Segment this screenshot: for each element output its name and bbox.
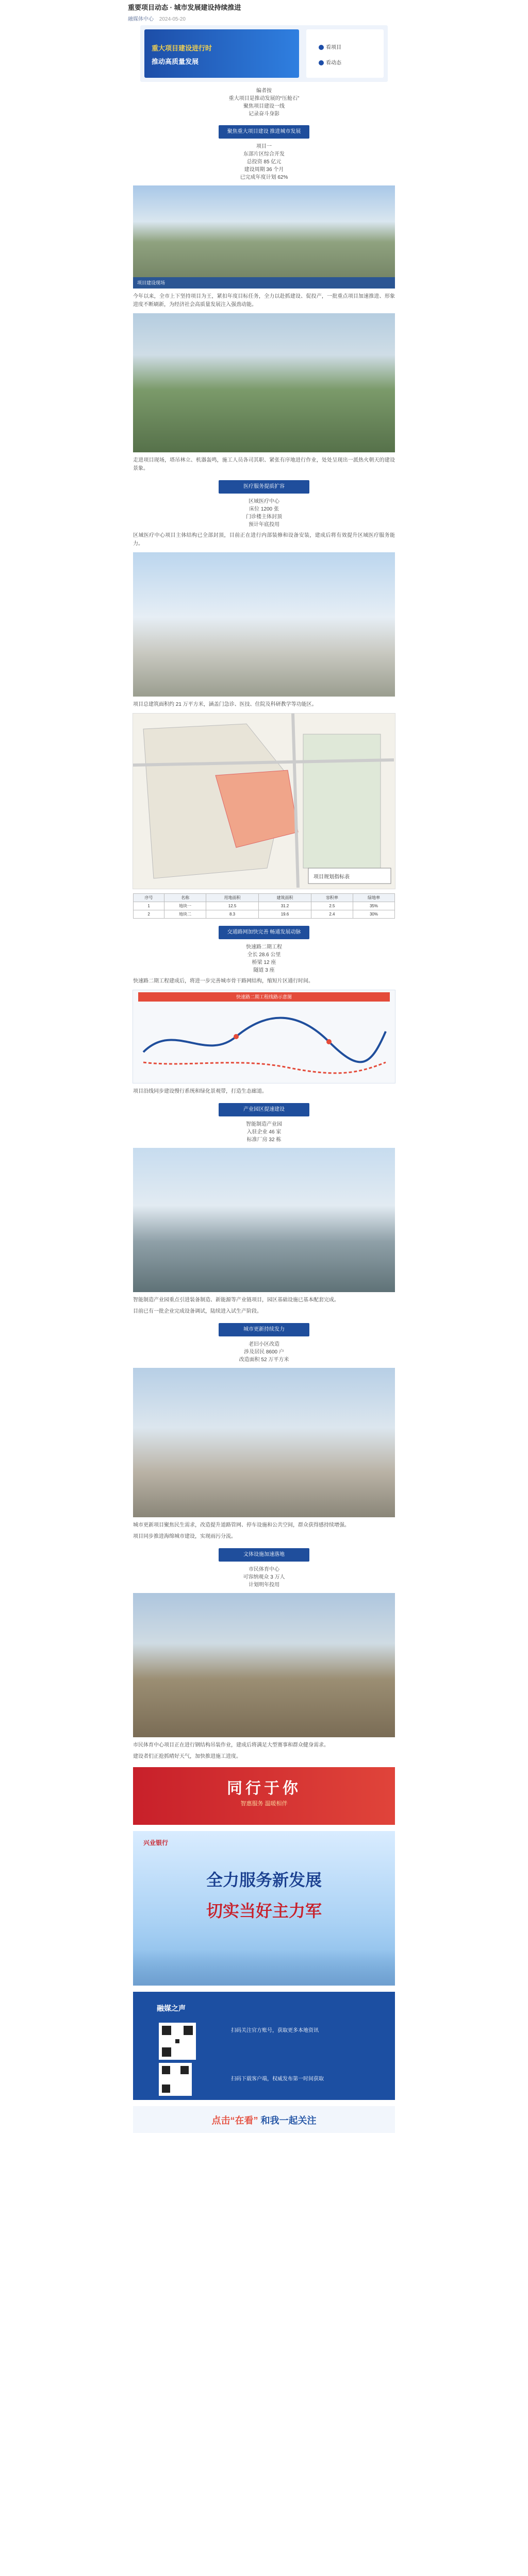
route-map-title: 快速路二期工程线路示意图: [138, 992, 390, 1002]
section-lines: [128, 1121, 400, 1144]
intro-line: 聚焦项目建设一线: [243, 104, 285, 109]
intro-line: 重大项目是推动发展的“压舱石”: [228, 96, 300, 101]
route-map: [133, 990, 395, 1083]
route-station: [234, 1034, 239, 1039]
section-line: 老旧小区改造: [249, 1342, 279, 1347]
section-heading: 文体设施加速落地: [219, 1548, 309, 1562]
section-line: 智能制造产业园: [246, 1122, 282, 1127]
section-line: 隧道 3 座: [253, 968, 275, 973]
qr-code-icon[interactable]: [159, 2063, 192, 2096]
skyline-photo: [133, 1148, 395, 1292]
section-line: 项目一: [256, 144, 272, 149]
photo-caption: 项目建设现场: [133, 277, 395, 289]
paragraph: 城市更新项目聚焦民生需求，改造提升道路管网、停车设施和公共空间，群众获得感持续增强。: [133, 1522, 350, 1528]
article: [128, 0, 400, 2576]
promo-banner-2[interactable]: [133, 1831, 395, 1986]
section-line: 门诊楼主体封顶: [246, 514, 282, 520]
top-banner[interactable]: [140, 25, 388, 82]
section-heading: 聚焦重大项目建设 推进城市发展: [219, 125, 309, 139]
section-line: 东部片区综合开发: [243, 151, 285, 157]
article-date: 2024-05-20: [159, 16, 186, 22]
table-cell: 2: [134, 910, 164, 919]
intro-line: 记录奋斗身影: [249, 111, 279, 117]
paragraph: 区域医疗中心项目主体结构已全部封顶，目前正在进行内部装修和设备安装，建成后将有效提升区域医疗服务能力。: [133, 533, 395, 547]
table-header: 建筑面积: [259, 894, 311, 902]
renovation-photo: [133, 1368, 395, 1517]
promo-title: 同行于你: [227, 1780, 301, 1797]
section-line: 已完成年度计划 62%: [240, 175, 288, 180]
table-cell: 2.4: [311, 910, 353, 919]
top-banner-button-2[interactable]: 看动态: [319, 58, 341, 66]
section-heading: 城市更新持续发力: [219, 1323, 309, 1336]
section-lines: [128, 943, 400, 974]
route-line: [143, 1062, 386, 1073]
promo-slogan-1: 全力服务新发展: [206, 1871, 322, 1889]
paragraph: 项目沿线同步建设慢行系统和绿化景观带，打造生态廊道。: [133, 1089, 267, 1094]
table-cell: 地块二: [164, 910, 206, 919]
paragraph: 今年以来，全市上下坚持项目为王，紧扣年度目标任务，全力以赴抓建设、促投产，一批重点项目加速推进、形象进度不断刷新，为经济社会高质量发展注入强劲动能。: [133, 294, 395, 308]
table-cell: 31.2: [259, 902, 311, 910]
site-plan-map: [133, 713, 395, 889]
construction-photo: [133, 1593, 395, 1737]
table-header-row: [134, 894, 395, 902]
site-plan-green: [303, 734, 381, 868]
paragraph: 建设者们正抢抓晴好天气，加快推进施工进度。: [133, 1754, 241, 1759]
section-lines: [128, 143, 400, 181]
section-line: 改造面积 52 万平方米: [239, 1357, 289, 1363]
qr-caption: 扫码下载客户端，权威发布第一时间获取: [231, 2076, 324, 2082]
project-photo: [133, 185, 395, 289]
circle-icon: [319, 45, 324, 50]
route-map-svg: [133, 990, 394, 1082]
bank-logo-text: 兴业银行: [143, 1839, 169, 1846]
section-line: 计划明年投用: [249, 1582, 279, 1588]
hospital-photo: [133, 552, 395, 697]
section-lines: [128, 1341, 400, 1364]
section-line: 入驻企业 46 家: [246, 1129, 282, 1135]
section-line: 可容纳观众 3 万人: [243, 1574, 285, 1580]
route-line: [143, 1018, 386, 1062]
table-header: 名称: [164, 894, 206, 902]
section-lines: [128, 1566, 400, 1589]
circle-icon: [319, 60, 324, 65]
top-banner-line2: 推动高质量发展: [152, 58, 199, 65]
section-lines: [128, 498, 400, 529]
paragraph: 市民体育中心项目正在进行钢结构吊装作业，建成后将满足大型赛事和群众健身需求。: [133, 1742, 329, 1748]
table-cell: 35%: [353, 902, 394, 910]
route-station: [326, 1039, 332, 1044]
site-plan-legend-label: 项目规划指标表: [314, 874, 350, 880]
promo-banner-1[interactable]: [133, 1767, 395, 1825]
table-row: [134, 910, 395, 919]
section-line: 预计年底投用: [249, 522, 279, 528]
intro-lines: [128, 87, 400, 118]
paragraph: 智能制造产业园重点引进装备制造、新能源等产业链项目，园区基础设施已基本配套完成。: [133, 1297, 339, 1303]
follow-banner[interactable]: [133, 2106, 395, 2133]
promo-slogan-2: 切实当好主力军: [206, 1902, 322, 1920]
qr-code-icon[interactable]: [159, 2023, 196, 2060]
qr-caption: 扫码关注官方账号，获取更多本地资讯: [231, 2028, 319, 2033]
top-banner-actions: [306, 29, 384, 78]
paragraph: 项目同步推进海绵城市建设，实现雨污分流。: [133, 1534, 236, 1539]
table-header: 序号: [134, 894, 164, 902]
follow-text: 点击“在看” 和我一起关注: [211, 2115, 317, 2126]
section-line: 总投资 85 亿元: [246, 159, 282, 165]
section-line: 全长 28.6 公里: [247, 952, 281, 958]
section-line: 床位 1200 张: [249, 506, 279, 512]
promo-subtitle: 智惠服务 温暖相伴: [240, 1801, 288, 1807]
skyline-decoration: [133, 1950, 395, 1986]
table-header: 绿地率: [353, 894, 394, 902]
section-line: 桥梁 12 座: [252, 960, 276, 965]
section-line: 区域医疗中心: [249, 499, 279, 504]
intro-line: 编者按: [256, 88, 272, 94]
article-title: 重要项目动态 · 城市发展建设持续推进: [128, 4, 241, 11]
top-banner-line1: 重大项目建设进行时: [152, 44, 212, 52]
article-source[interactable]: 融媒体中心: [128, 16, 154, 22]
table-cell: 2.5: [311, 902, 353, 910]
paragraph: 项目总建筑面积约 21 万平方米，涵盖门急诊、医技、住院及科研教学等功能区。: [133, 702, 317, 707]
table-header: 容积率: [311, 894, 353, 902]
table-cell: 12.5: [206, 902, 259, 910]
site-plan-road: [293, 714, 298, 888]
section-line: 涉及居民 8600 户: [244, 1349, 284, 1355]
table-cell: 19.6: [259, 910, 311, 919]
qr-panel: [133, 1992, 395, 2100]
top-banner-image: [144, 29, 299, 78]
paragraph: 快速路二期工程建成后，将进一步完善城市骨干路网结构，缩短片区通行时间。: [133, 978, 314, 984]
table-cell: 地块一: [164, 902, 206, 910]
section-heading: 交通路网加快完善 畅通发展动脉: [219, 926, 309, 939]
media-logo: 融媒之声: [157, 2004, 186, 2012]
section-heading: 产业园区提速建设: [219, 1103, 309, 1116]
top-banner-button-1[interactable]: 看项目: [319, 43, 341, 50]
section-line: 标准厂房 32 栋: [246, 1137, 282, 1143]
section-line: 快速路二期工程: [246, 944, 282, 950]
landscape-photo: [133, 313, 395, 452]
table-row: [134, 902, 395, 910]
paragraph: 目前已有一批企业完成设备调试，陆续进入试生产阶段。: [133, 1309, 262, 1314]
table-cell: 1: [134, 902, 164, 910]
article-meta: [128, 14, 400, 22]
plan-table: [133, 893, 395, 919]
table-cell: 30%: [353, 910, 394, 919]
paragraph: 走进项目现场，塔吊林立、机器轰鸣，施工人员各司其职、紧张有序地进行作业，处处呈现出一派热火朝天的建设景象。: [133, 457, 395, 471]
section-line: 市民体育中心: [249, 1567, 279, 1572]
table-cell: 8.3: [206, 910, 259, 919]
table-header: 用地面积: [206, 894, 259, 902]
section-heading: 医疗服务提质扩容: [219, 480, 309, 494]
section-line: 建设周期 36 个月: [244, 167, 284, 173]
site-plan-svg: [133, 714, 394, 888]
